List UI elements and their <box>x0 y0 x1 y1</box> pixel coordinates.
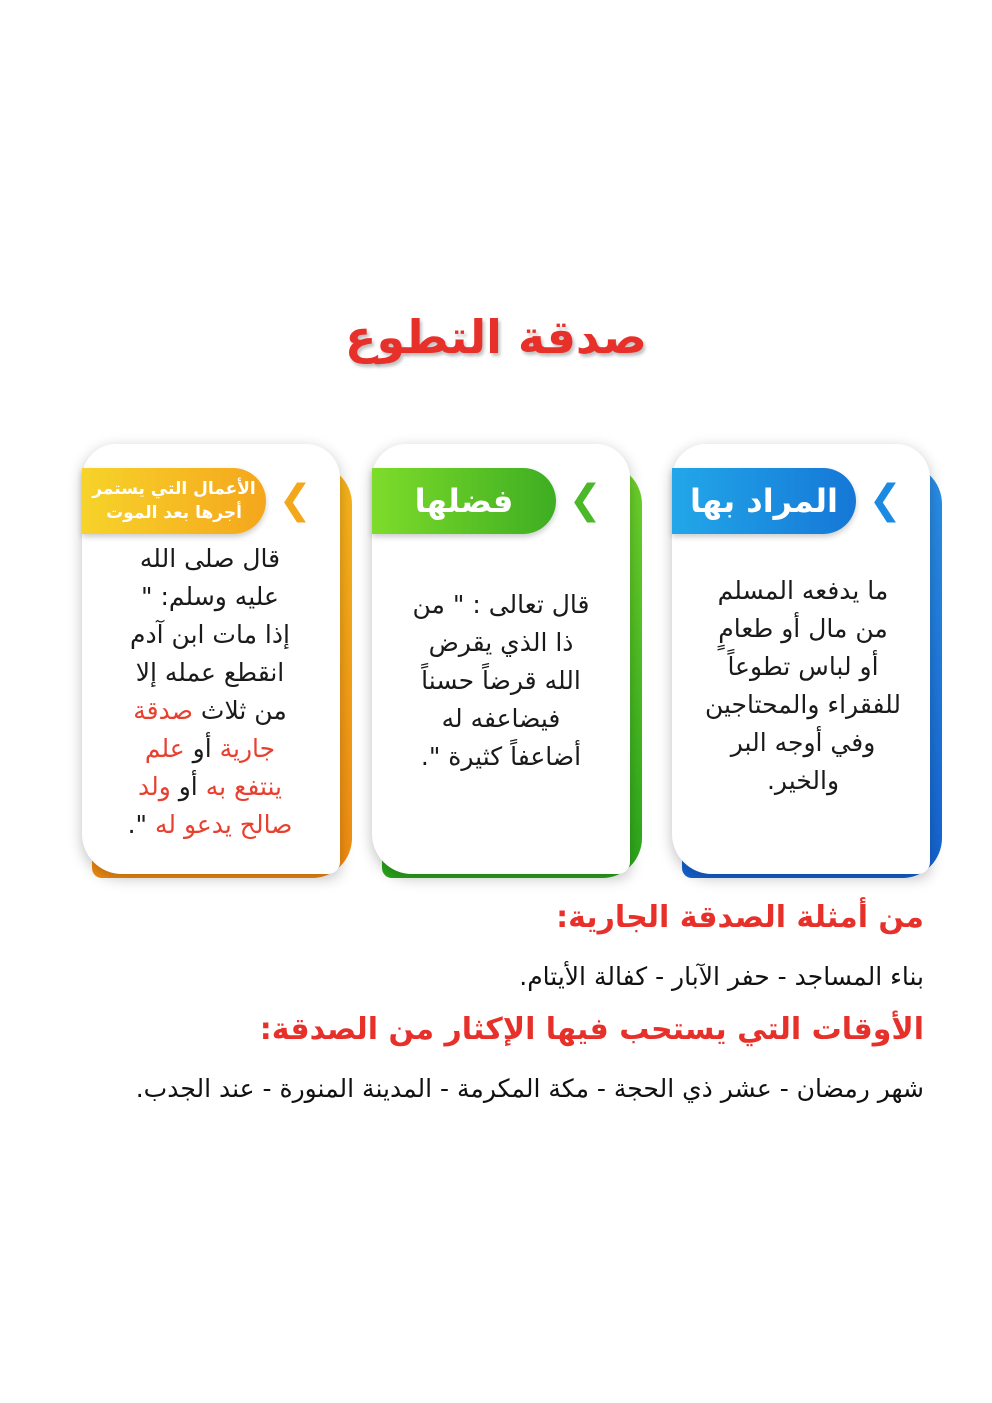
deeds-highlight: ينتفع به <box>205 772 283 801</box>
virtue-card <box>372 444 630 874</box>
chevron-left-icon: ❮ <box>278 477 312 523</box>
deeds-text: ". <box>127 810 155 839</box>
deeds-highlight: علم <box>144 734 185 763</box>
deeds-line: إذا مات ابن آدم <box>130 620 290 649</box>
deeds-line <box>90 806 330 844</box>
meaning-line: ما يدفعه المسلم <box>717 576 889 605</box>
deeds-line <box>90 692 330 730</box>
deeds-line: عليه وسلم: " <box>141 582 279 611</box>
meaning-line: من مال أو طعامٍ <box>718 614 888 643</box>
deeds-highlight: ولد <box>137 772 171 801</box>
deeds-card-header <box>82 468 266 534</box>
virtue-line: أضاعفاً كثيرة ". <box>420 742 582 771</box>
chevron-left-icon: ❮ <box>868 477 902 523</box>
meaning-line: أو لباس تطوعاً <box>727 652 879 681</box>
deeds-text: من ثلاث <box>192 696 287 725</box>
deeds-line <box>90 730 330 768</box>
virtue-card-body <box>386 586 616 776</box>
times-heading: الأوقات التي يستحب فيها الإكثار من الصدقة: <box>259 1012 924 1047</box>
meaning-card-header: المراد بها <box>672 468 856 534</box>
deeds-text: أو <box>170 772 206 801</box>
deeds-highlight: صدقة <box>133 696 193 725</box>
chevron-left-icon: ❮ <box>568 477 602 523</box>
virtue-line: فيضاعفه له <box>441 704 561 733</box>
meaning-card-body <box>684 572 922 800</box>
meaning-line: للفقراء والمحتاجين <box>704 690 902 719</box>
deeds-header-line: أجرها بعد الموت <box>106 503 242 523</box>
examples-text: بناء المساجد - حفر الآبار - كفالة الأيتام. <box>519 962 924 991</box>
deeds-highlight: جارية <box>219 734 276 763</box>
meaning-line: والخير. <box>766 766 840 795</box>
deeds-highlight: صالح يدعو له <box>154 810 293 839</box>
examples-heading: من أمثلة الصدقة الجارية: <box>556 900 924 935</box>
deeds-line <box>90 768 330 806</box>
deeds-card <box>82 444 340 874</box>
virtue-line: ذا الذي يقرض <box>428 628 574 657</box>
virtue-line: قال تعالى : " من <box>412 590 590 619</box>
page-title: صدقة التطوع <box>345 310 647 364</box>
deeds-line: قال صلى الله <box>139 544 281 573</box>
virtue-line: الله قرضاً حسناً <box>421 666 581 695</box>
virtue-card-header: فضلها <box>372 468 556 534</box>
meaning-card <box>672 444 930 874</box>
deeds-line: انقطع عمله إلا <box>135 658 285 687</box>
deeds-text: أو <box>184 734 220 763</box>
deeds-card-body <box>90 540 330 844</box>
meaning-line: وفي أوجه البر <box>730 728 876 757</box>
deeds-header-line: الأعمال التي يستمر <box>92 479 256 499</box>
times-text: شهر رمضان - عشر ذي الحجة - مكة المكرمة - المدينة المنورة - عند الجدب. <box>135 1074 924 1103</box>
